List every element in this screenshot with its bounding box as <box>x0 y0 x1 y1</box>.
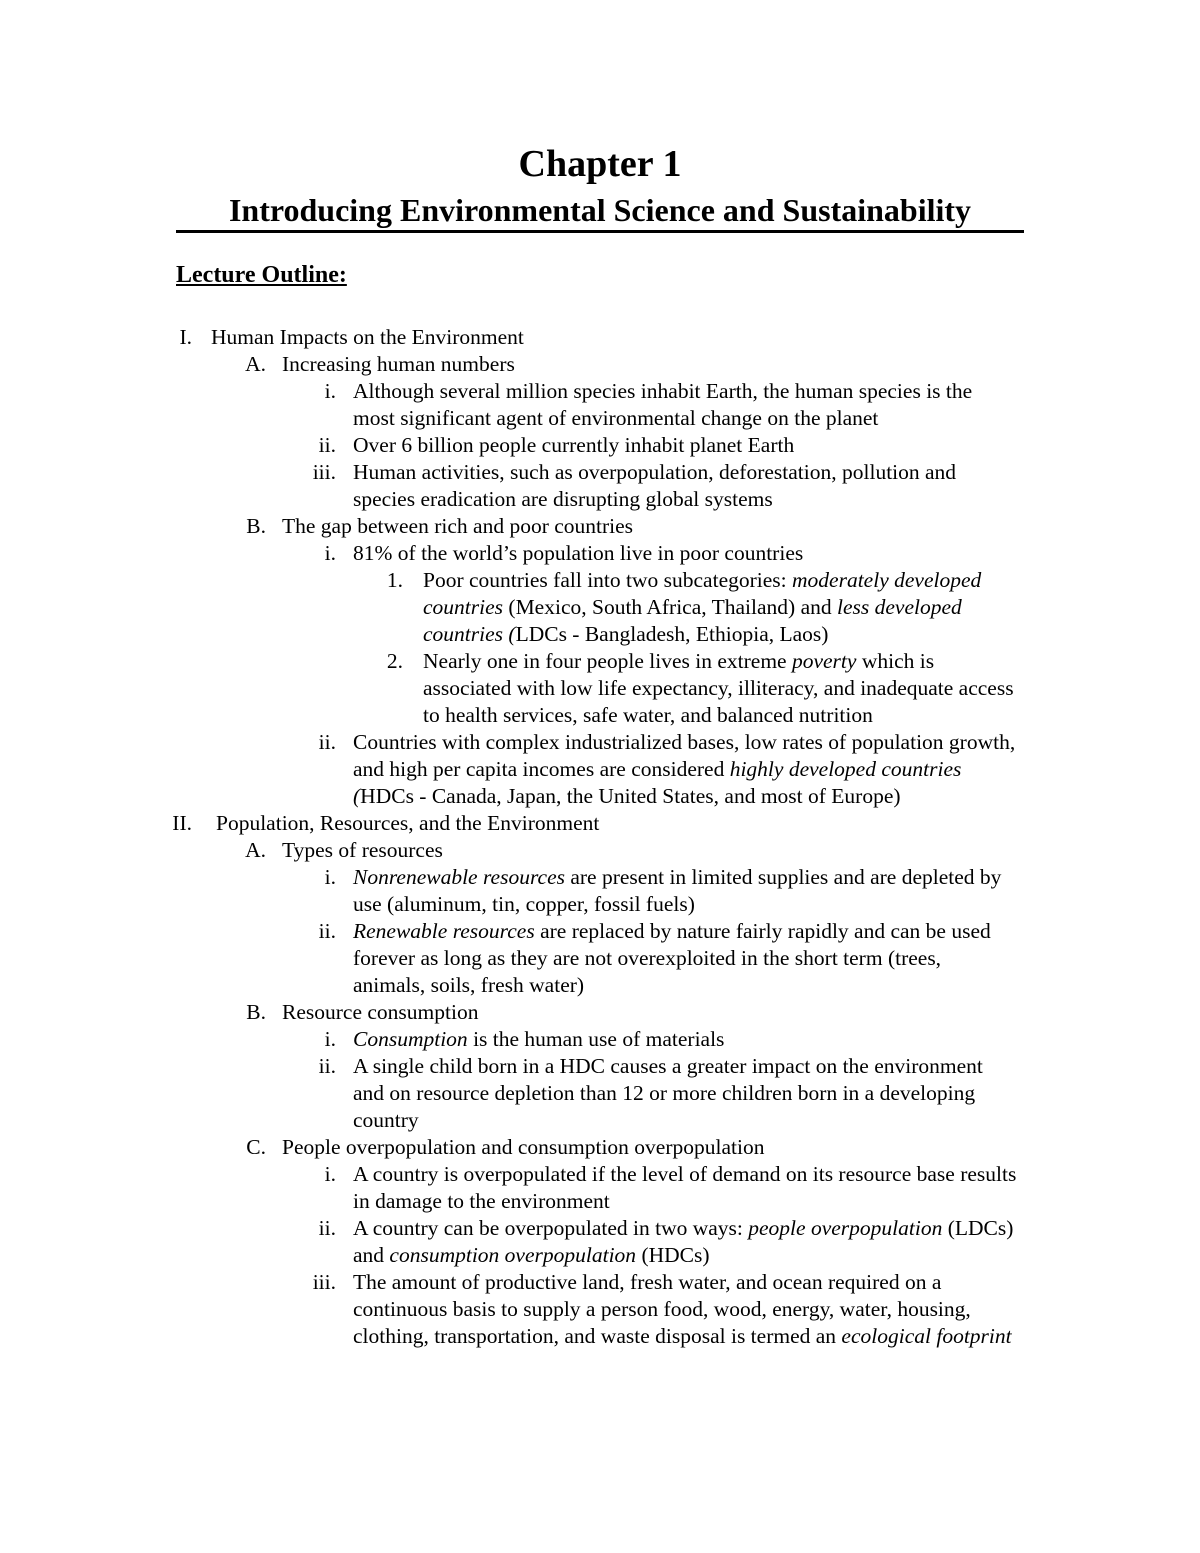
outline-label: B. <box>246 514 266 538</box>
outline-label: ii. <box>318 1054 336 1078</box>
chapter-title: Introducing Environmental Science and Sustainability <box>228 192 972 228</box>
outline-text: Human activities, such as overpopulation, deforestation, pollution and species eradication are disrupting global systems <box>353 460 957 511</box>
outline-label: i. <box>324 379 336 403</box>
outline-item-II-A-i <box>0 864 1200 918</box>
text-run: (LDCs) and <box>353 1216 1014 1267</box>
outline-text <box>353 729 1017 810</box>
outline-item-II-C <box>0 1134 1200 1161</box>
outline-text: Human Impacts on the Environment <box>211 325 524 349</box>
outline-text: Population, Resources, and the Environment <box>216 811 600 835</box>
emphasis-term: poverty <box>791 649 857 673</box>
lecture-outline <box>0 324 1200 1350</box>
outline-label: 2. <box>386 649 403 673</box>
outline-text <box>423 567 1023 648</box>
text-run: are replaced by nature fairly rapidly and can be used forever as long as they are not overexploited in the short term (trees, animals, soils, fresh water) <box>353 919 991 997</box>
outline-item-II-C-i <box>0 1161 1200 1215</box>
outline-item-I-B-ii <box>0 729 1200 810</box>
emphasis-term: ecological footprint <box>841 1324 1012 1348</box>
outline-text: Types of resources <box>282 838 443 862</box>
text-run: HDCs - Canada, Japan, the United States, and most of Europe) <box>360 784 901 808</box>
outline-item-I-A <box>0 351 1200 378</box>
outline-label: ii. <box>318 1216 336 1240</box>
outline-text: The gap between rich and poor countries <box>282 514 634 538</box>
outline-label: i. <box>324 865 336 889</box>
outline-item-I-B-i <box>0 540 1200 567</box>
outline-label: B. <box>246 1000 266 1024</box>
text-run: which is associated with low life expectancy, illiteracy, and inadequate access to health services, safe water, and balanced nutrition <box>423 649 1014 727</box>
text-run: The amount of productive land, fresh water, and ocean required on a continuous basis to supply a person food, wood, energy, water, housing, clothing, transportation, and waste disposal is termed an <box>353 1270 971 1348</box>
outline-label: A. <box>245 352 266 376</box>
outline-item-II-C-ii <box>0 1215 1200 1269</box>
outline-label: i. <box>324 541 336 565</box>
outline-label: i. <box>324 1027 336 1051</box>
outline-label: ii. <box>318 919 336 943</box>
title-divider <box>176 230 1024 233</box>
outline-text: 81% of the world’s population live in poor countries <box>353 541 804 565</box>
outline-label: iii. <box>312 1270 336 1294</box>
lecture-outline-heading: Lecture Outline: <box>176 262 347 288</box>
outline-text <box>353 918 1017 999</box>
outline-item-I-A-ii <box>0 432 1200 459</box>
text-run: A country can be overpopulated in two ways: <box>353 1216 749 1240</box>
outline-item-II-A <box>0 837 1200 864</box>
outline-text <box>353 864 1017 918</box>
outline-text: People overpopulation and consumption overpopulation <box>282 1135 765 1159</box>
outline-label: C. <box>246 1135 266 1159</box>
outline-text <box>423 648 1023 729</box>
outline-item-I-B <box>0 513 1200 540</box>
outline-label: ii. <box>318 730 336 754</box>
emphasis-term: consumption overpopulation <box>389 1243 637 1267</box>
outline-text <box>353 1215 1017 1269</box>
outline-text: A country is overpopulated if the level of demand on its resource base results in damage to the environment <box>353 1162 1017 1213</box>
emphasis-term: Consumption <box>353 1027 468 1051</box>
outline-text: Increasing human numbers <box>282 352 515 376</box>
outline-label: iii. <box>312 460 336 484</box>
outline-text <box>353 1026 1017 1053</box>
outline-item-II-B-i <box>0 1026 1200 1053</box>
outline-item-II-B-ii <box>0 1053 1200 1134</box>
outline-text <box>353 1269 1017 1350</box>
outline-item-II-B <box>0 999 1200 1026</box>
outline-label: ii. <box>318 433 336 457</box>
text-run: Countries with complex industrialized bases, low rates of population growth, and high per capita incomes are considered <box>353 730 1016 781</box>
outline-item-I-A-iii <box>0 459 1200 513</box>
emphasis-term: Nonrenewable resources <box>353 865 565 889</box>
text-run: Nearly one in four people lives in extreme <box>423 649 792 673</box>
outline-item-I <box>0 324 1200 351</box>
text-run: (HDCs) <box>636 1243 710 1267</box>
outline-label: 1. <box>386 568 403 592</box>
outline-label: I. <box>179 325 192 349</box>
text-run: is the human use of materials <box>467 1027 725 1051</box>
outline-label: A. <box>245 838 266 862</box>
chapter-number: Chapter 1 <box>518 143 682 185</box>
outline-item-I-B-i-1 <box>0 567 1200 648</box>
outline-label: II. <box>172 811 192 835</box>
outline-text: Although several million species inhabit Earth, the human species is the most significant agent of environmental change on the planet <box>353 379 973 430</box>
text-run: (Mexico, South Africa, Thailand) and <box>503 595 837 619</box>
outline-item-I-B-i-2 <box>0 648 1200 729</box>
outline-item-II-C-iii <box>0 1269 1200 1350</box>
emphasis-term: people overpopulation <box>748 1216 943 1240</box>
outline-text: A single child born in a HDC causes a greater impact on the environment and on resource depletion than 12 or more children born in a developing country <box>353 1054 983 1132</box>
outline-text: Resource consumption <box>282 1000 479 1024</box>
outline-label: i. <box>324 1162 336 1186</box>
emphasis-term: less developed countries ( <box>423 595 962 646</box>
outline-item-II-A-ii <box>0 918 1200 999</box>
emphasis-term: Renewable resources <box>353 919 535 943</box>
outline-item-II <box>0 810 1200 837</box>
emphasis-term: highly developed countries ( <box>353 757 962 808</box>
text-run: LDCs - Bangladesh, Ethiopia, Laos) <box>515 622 829 646</box>
text-run: are present in limited supplies and are depleted by use (aluminum, tin, copper, fossil fuels) <box>353 865 1002 916</box>
outline-item-I-A-i <box>0 378 1200 432</box>
text-run: Poor countries fall into two subcategories: <box>423 568 793 592</box>
outline-text: Over 6 billion people currently inhabit planet Earth <box>353 433 795 457</box>
emphasis-term: moderately developed countries <box>423 568 982 619</box>
